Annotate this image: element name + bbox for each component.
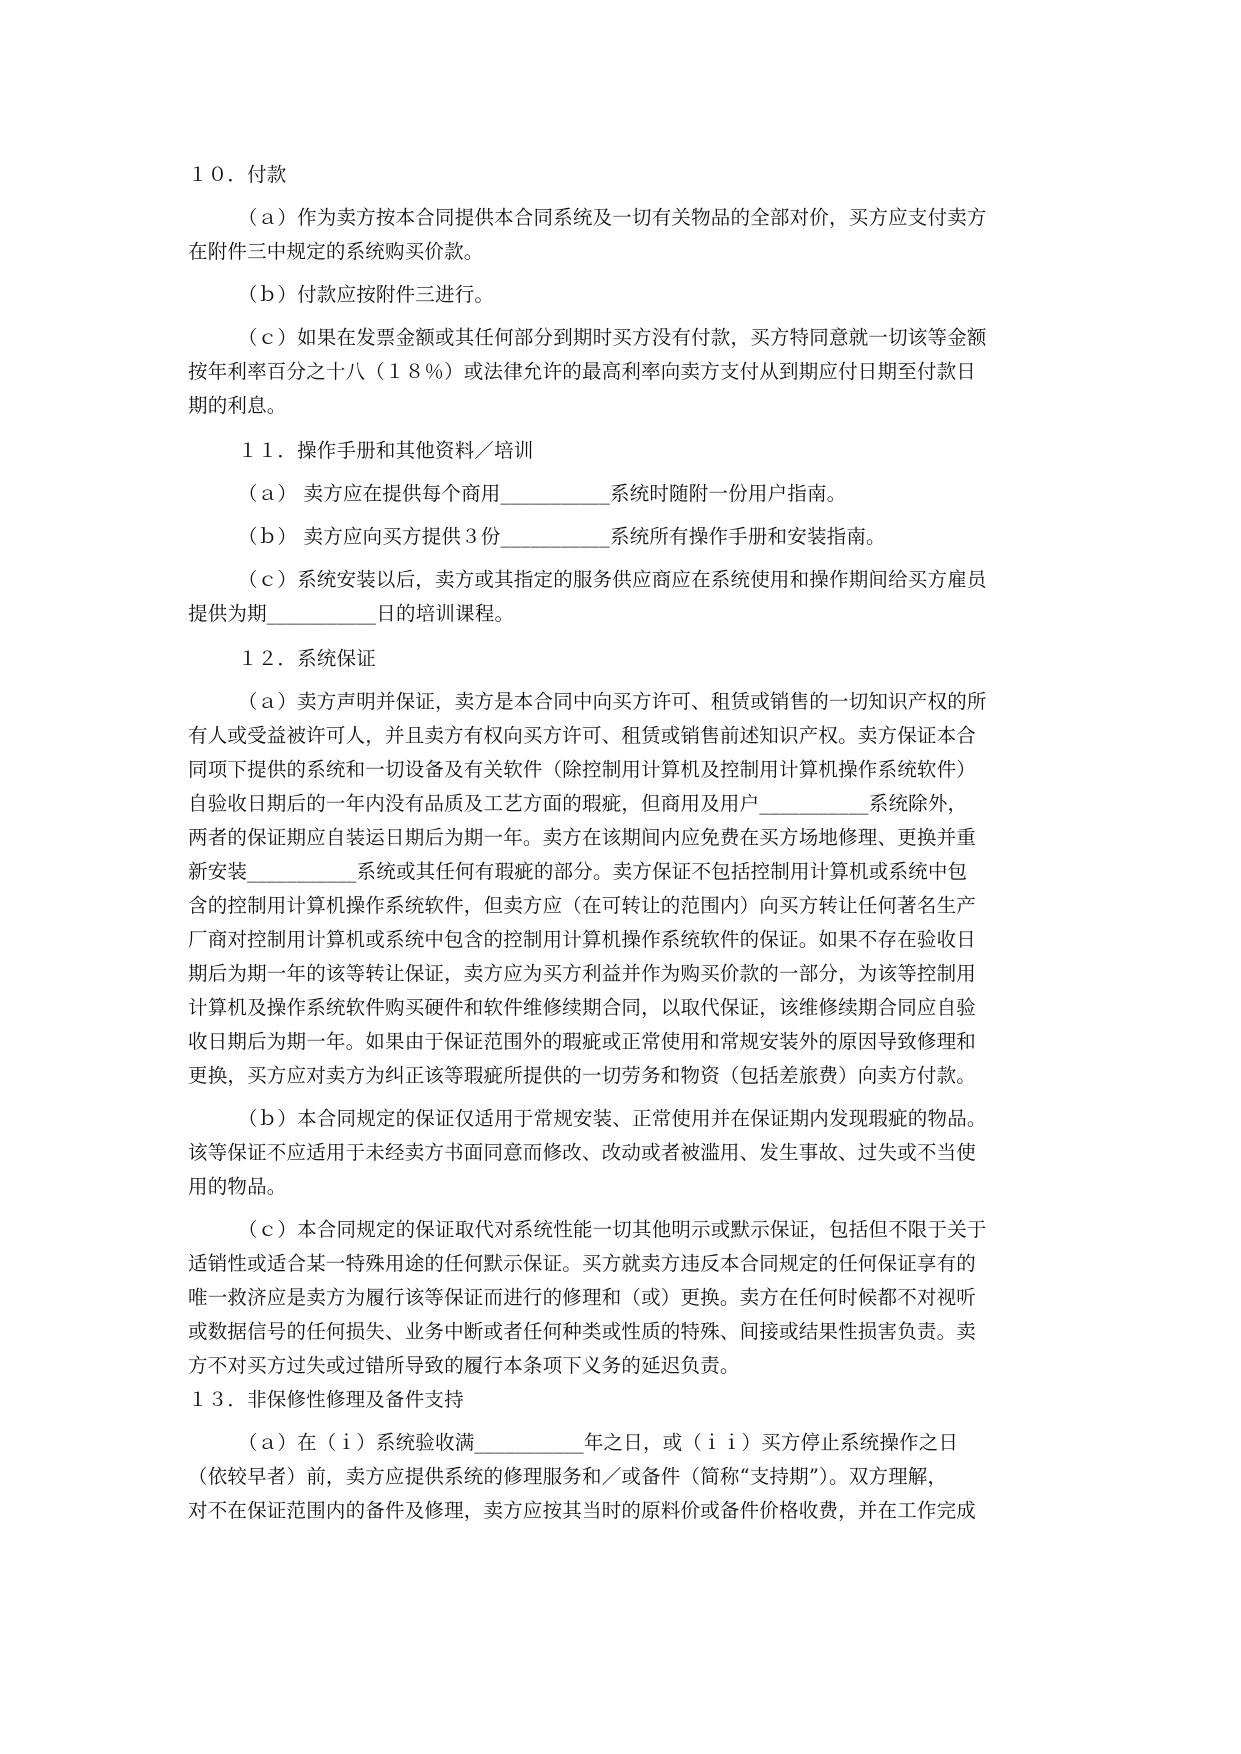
text-line: （ｃ）如果在发票金额或其任何部分到期时买方没有付款，买方特同意就一切该等金额 (238, 326, 987, 349)
text-line: （ａ）卖方声明并保证，卖方是本合同中向买方许可、租赁或销售的一切知识产权的所 (238, 690, 987, 713)
paragraph (188, 1426, 1060, 1528)
section-heading: １１．操作手册和其他资料／培训 (238, 439, 534, 462)
text-line: （ｂ）本合同规定的保证仅适用于常规安装、正常使用并在保证期内发现瑕疵的物品。 (238, 1107, 987, 1130)
text-line: 更换，买方应对卖方为纠正该等瑕疵所提供的一切劳务和物资（包括差旅费）向卖方付款。 (188, 1064, 977, 1087)
paragraph (188, 685, 1060, 1093)
text-line: 适销性或适合某一特殊用途的任何默示保证。买方就卖方违反本合同规定的任何保证享有的 (188, 1252, 977, 1275)
text-line: 唯一救济应是卖方为履行该等保证而进行的修理和（或）更换。卖方在任何时候都不对视听 (188, 1286, 977, 1309)
section-heading: １２．系统保证 (238, 647, 376, 670)
text-line: 两者的保证期应自装运日期后为期一年。卖方在该期间内应免费在买方场地修理、更换并重 (188, 826, 977, 849)
section-10 (188, 158, 1060, 423)
section-13 (188, 1383, 1060, 1528)
text-line: 新安装___________系统或其任何有瑕疵的部分。卖方保证不包括控制用计算机或系统中包 (188, 860, 968, 883)
paragraph (188, 1102, 1060, 1204)
text-line: （ｃ）系统安装以后，卖方或其指定的服务供应商应在系统使用和操作期间给买方雇员 (238, 568, 987, 591)
text-line: 方不对买方过失或过错所导致的履行本条项下义务的延迟负责。 (188, 1354, 740, 1377)
paragraph (188, 563, 1060, 631)
text-line: 同项下提供的系统和一切设备及有关软件（除控制用计算机及控制用计算机操作系统软件） (188, 758, 977, 781)
text-line: 在附件三中规定的系统购买价款。 (188, 240, 484, 263)
text-line: 提供为期___________日的培训课程。 (188, 602, 515, 625)
text-line: 按年利率百分之十八（１８％）或法律允许的最高利率向卖方支付从到期应付日期至付款日 (188, 360, 977, 383)
text-line: 或数据信号的任何损失、业务中断或者任何种类或性质的特殊、间接或结果性损害负责。卖 (188, 1320, 977, 1343)
text-line: （ａ）作为卖方按本合同提供本合同系统及一切有关物品的全部对价，买方应支付卖方 (238, 206, 987, 229)
text-line: 有人或受益被许可人，并且卖方有权向买方许可、租赁或销售前述知识产权。卖方保证本合 (188, 724, 977, 747)
paragraph (188, 520, 1060, 554)
text-line: 期的利息。 (188, 394, 287, 417)
contract-text (188, 158, 1060, 1528)
text-line: （ｃ）本合同规定的保证取代对系统性能一切其他明示或默示保证，包括但不限于关于 (238, 1218, 987, 1241)
paragraph (188, 278, 1060, 312)
section-11 (188, 434, 1060, 631)
text-line: （ｂ）付款应按附件三进行。 (238, 283, 495, 306)
text-line: 用的物品。 (188, 1175, 287, 1198)
paragraph (188, 321, 1060, 423)
text-line: （依较早者）前，卖方应提供系统的修理服务和／或备件（简称“支持期”）。双方理解， (188, 1465, 948, 1488)
paragraph (188, 477, 1060, 511)
text-line: （ｂ） 卖方应向买方提供３份___________系统所有操作手册和安装指南。 (238, 525, 886, 548)
text-line: 含的控制用计算机操作系统软件，但卖方应（在可转让的范围内）向买方转让任何著名生产 (188, 894, 977, 917)
paragraph (188, 1213, 1060, 1383)
text-line: （ａ）在（ｉ）系统验收满___________年之日，或（ｉｉ）买方停止系统操作之日 (238, 1431, 959, 1454)
section-heading: １３．非保修性修理及备件支持 (188, 1388, 464, 1411)
text-line: 该等保证不应适用于未经卖方书面同意而修改、改动或者被滥用、发生事故、过失或不当使 (188, 1141, 977, 1164)
text-line: 厂商对控制用计算机或系统中包含的控制用计算机操作系统软件的保证。如果不存在验收日 (188, 928, 977, 951)
section-12 (188, 642, 1060, 1383)
paragraph (188, 201, 1060, 269)
text-line: 对不在保证范围内的备件及修理，卖方应按其当时的原料价或备件价格收费，并在工作完成 (188, 1499, 977, 1522)
text-line: 期后为期一年的该等转让保证，卖方应为买方利益并作为购买价款的一部分，为该等控制用 (188, 962, 977, 985)
section-heading: １０．付款 (188, 163, 287, 186)
text-line: 自验收日期后的一年内没有品质及工艺方面的瑕疵，但商用及用户___________系统除外， (188, 792, 968, 815)
text-line: （ａ） 卖方应在提供每个商用___________系统时随附一份用户指南。 (238, 482, 847, 505)
text-line: 计算机及操作系统软件购买硬件和软件维修续期合同，以取代保证，该维修续期合同应自验 (188, 996, 977, 1019)
text-line: 收日期后为期一年。如果由于保证范围外的瑕疵或正常使用和常规安装外的原因导致修理和 (188, 1030, 977, 1053)
